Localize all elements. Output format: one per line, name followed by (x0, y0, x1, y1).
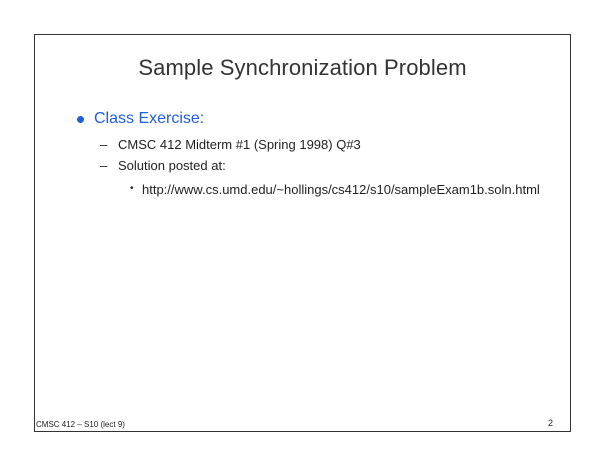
slide-frame (34, 34, 571, 432)
small-bullet-icon: • (130, 183, 134, 194)
sub-item-midterm (100, 137, 361, 152)
solution-url-item (130, 181, 540, 199)
dash-icon: – (100, 137, 108, 152)
sub-item-text: Solution posted at: (118, 158, 226, 173)
footer-course: CMSC 412 – S10 (lect 9) (36, 420, 125, 429)
sub-item-text: CMSC 412 Midterm #1 (Spring 1998) Q#3 (118, 137, 361, 152)
footer-page-number: 2 (548, 418, 554, 428)
bullet-label: Class Exercise: (94, 110, 205, 127)
slide-title: Sample Synchronization Problem (138, 55, 467, 80)
sub-item-solution (100, 158, 226, 173)
bullet-class-exercise (77, 110, 204, 128)
bullet-dot-icon (77, 116, 84, 123)
dash-icon: – (100, 158, 108, 173)
solution-url-link[interactable]: http://www.cs.umd.edu/~hollings/cs412/s10/sampleExam1b.soln.html (142, 182, 540, 197)
